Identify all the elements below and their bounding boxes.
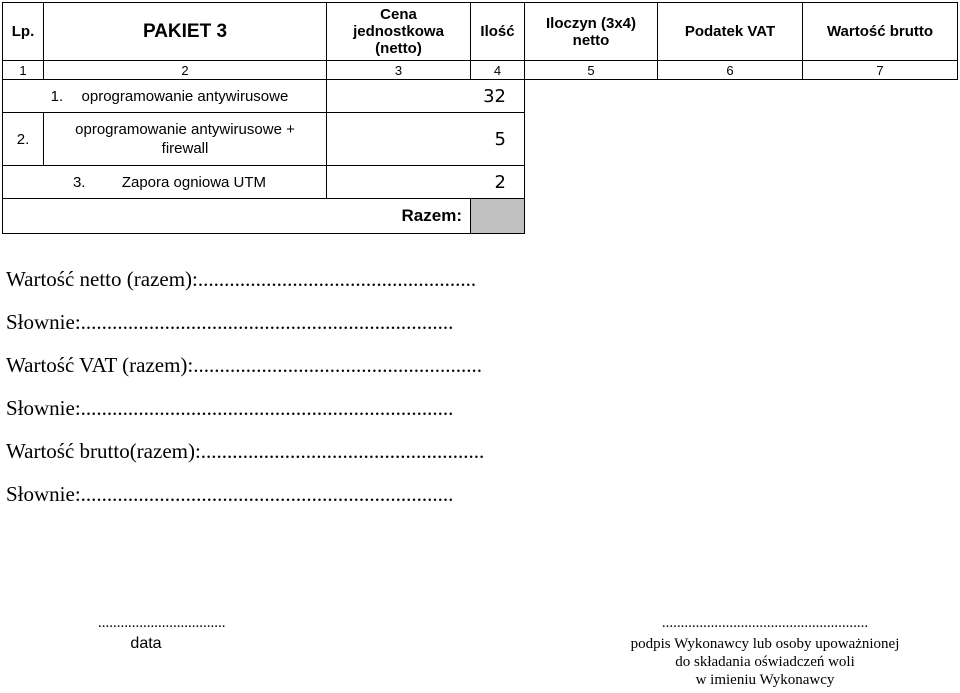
header-unit-price-line3: (netto): [375, 40, 422, 57]
date-label: data: [130, 635, 162, 652]
header-row: [3, 3, 958, 61]
column-number-row: [3, 61, 958, 80]
date-block: [98, 615, 226, 653]
header-unit-price-line2: jednostkowa: [353, 23, 444, 40]
row-name-line2: firewall: [161, 140, 209, 157]
summary-block: [6, 266, 484, 524]
signature-label-line2: do składania oświadczeń woli: [675, 654, 855, 670]
row-quantity: 2: [327, 166, 525, 199]
row-quantity: 5: [327, 113, 525, 166]
empty-cell: [525, 166, 958, 199]
row-name: Zapora ogniowa UTM: [121, 173, 267, 191]
row-lp-name: [3, 80, 327, 113]
header-product-line1: Iloczyn (3x4): [545, 14, 637, 32]
total-row: [3, 199, 958, 234]
header-lp: Lp.: [3, 3, 44, 61]
date-dots: ..................................: [98, 615, 226, 631]
column-number: 6: [658, 61, 803, 80]
header-product: [525, 3, 658, 61]
gross-total-line: Wartość brutto(razem):......................................................: [6, 439, 485, 463]
signature-label-line1: podpis Wykonawcy lub osoby upoważnionej: [630, 636, 900, 652]
header-quantity: Ilość: [471, 3, 525, 61]
row-name: oprogramowanie antywirusowe: [81, 87, 289, 105]
row-name: [44, 113, 327, 166]
row-name-line1: oprogramowanie antywirusowe +: [75, 121, 295, 138]
net-total-words-line: Słownie:.......................................................................: [6, 310, 454, 334]
header-vat: Podatek VAT: [658, 3, 803, 61]
vat-total-line: Wartość VAT (razem):.......................................................: [6, 353, 483, 377]
row-lp: 3.: [72, 173, 86, 191]
column-number: 3: [327, 61, 471, 80]
column-number: 4: [471, 61, 525, 80]
vat-total-words-line: Słownie:.......................................................................: [6, 396, 454, 420]
column-number: 5: [525, 61, 658, 80]
column-number: 7: [803, 61, 958, 80]
net-total-line: Wartość netto (razem):.....................................................: [6, 267, 477, 291]
header-pakiet: PAKIET 3: [44, 3, 327, 61]
column-number: 1: [3, 61, 44, 80]
row-lp: 1.: [50, 87, 64, 105]
table-row: [3, 80, 958, 113]
header-unit-price-line1: Cena: [380, 6, 417, 23]
empty-cell: [525, 80, 958, 113]
signature-dots: .......................................................: [661, 615, 869, 631]
column-number: 2: [44, 61, 327, 80]
signature-block: [600, 615, 930, 689]
row-lp: 2.: [3, 113, 44, 166]
gross-total-words-line: Słownie:.......................................................................: [6, 482, 454, 506]
empty-cell: [525, 113, 958, 166]
table-row: [3, 166, 958, 199]
table-row: [3, 113, 958, 166]
offer-table: [2, 2, 958, 234]
header-product-line2: netto: [572, 31, 610, 49]
empty-cell: [525, 199, 958, 234]
signature-label-line3: w imieniu Wykonawcy: [695, 672, 835, 688]
row-lp-name: [3, 166, 327, 199]
total-quantity-cell: [471, 199, 525, 234]
total-label: Razem:: [3, 199, 471, 234]
header-gross: Wartość brutto: [803, 3, 958, 61]
header-unit-price: [327, 3, 471, 61]
row-quantity: 32: [327, 80, 525, 113]
